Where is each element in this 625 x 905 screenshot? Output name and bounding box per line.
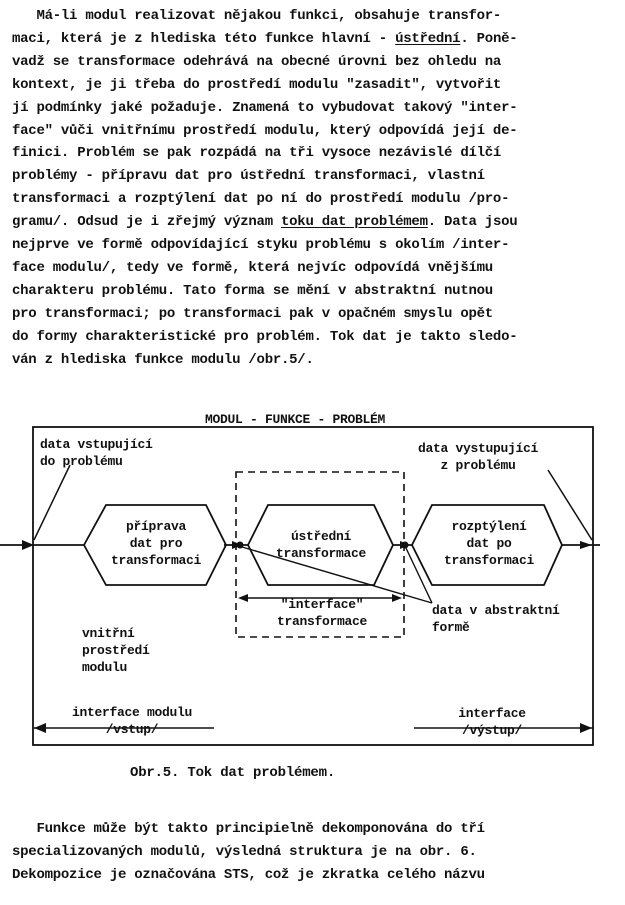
stage-preparation-label-line: dat pro — [129, 536, 183, 551]
interface-range-arrow-right — [392, 594, 402, 602]
paragraph-top-line-text: pro transformaci; po transformaci pak v opačném smyslu opět — [12, 305, 493, 322]
paragraph-top-line — [12, 234, 612, 257]
figure-caption: Obr.5. Tok dat problémem. — [130, 765, 336, 781]
paragraph-top-line-emphasis: ústřední — [395, 30, 461, 47]
paragraph-top-line-text: jí podmínky jaké požaduje. Znamená to vybudovat takový "inter- — [12, 99, 518, 116]
interface-input-arrowhead — [34, 723, 46, 733]
interface-input-label-line: interface modulu — [71, 705, 193, 720]
paragraph-top-line-text: gramu/. Odsud je i zřejmý význam — [12, 214, 281, 231]
paragraph-bottom-line — [12, 864, 612, 887]
internal-environment-label-line: modulu — [82, 660, 128, 675]
diagram-title: MODUL - FUNKCE - PROBLÉM — [205, 412, 386, 427]
stage-dispersion-label-line: dat po — [466, 536, 512, 551]
paragraph-top-line — [12, 120, 612, 143]
internal-environment-label — [82, 625, 150, 676]
paragraph-top-line-text: . Poně- — [460, 30, 518, 47]
paragraph-top-line — [12, 303, 612, 326]
output-data-label-line: z problému — [440, 458, 516, 473]
paragraph-bottom-line-text: Dekompozice je označována STS, což je zkratka celého názvu — [12, 866, 485, 883]
paragraph-top-line-text: problémy - přípravu dat pro ústřední transformaci, vlastní — [12, 168, 485, 185]
stage-dispersion-label-line: rozptýlení — [451, 519, 527, 534]
stage-central-label — [268, 528, 374, 562]
output-data-label — [418, 440, 538, 474]
paragraph-bottom — [12, 818, 612, 887]
interface-transformation-label-line: "interface" — [280, 597, 364, 612]
interface-output-label — [432, 705, 552, 739]
paragraph-top-line — [12, 74, 612, 97]
paragraph-bottom-line — [12, 841, 612, 864]
input-pointer-line — [34, 465, 70, 540]
interface-output-label-line: interface — [458, 706, 526, 721]
figure-data-flow — [0, 400, 625, 760]
interface-input-label — [52, 704, 212, 738]
paragraph-top-line — [12, 257, 612, 280]
paragraph-top-line-text: vadž se transformace odehrává na obecné úrovni bez ohledu na — [12, 53, 502, 70]
abstract-data-label-line: formě — [432, 620, 470, 635]
paragraph-top-line — [12, 211, 612, 234]
stage-dispersion-label-line: transformaci — [443, 553, 534, 568]
paragraph-top-line — [12, 28, 612, 51]
stage-dispersion-label — [434, 518, 544, 569]
paragraph-top-line — [12, 349, 612, 372]
input-data-label-line: do problému — [40, 454, 123, 469]
paragraph-top-line-text: finici. Problém se pak rozpádá na tři vysoce nezávislé dílčí — [12, 145, 502, 162]
output-arrowhead — [580, 541, 592, 549]
junction-dot-2 — [402, 542, 409, 549]
paragraph-top-line — [12, 280, 612, 303]
paragraph-top-line-text: face modulu/, tedy ve formě, která nejvíc odpovídá vnějšímu — [12, 259, 493, 276]
paragraph-top-line-emphasis: toku dat problémem — [281, 214, 428, 231]
paragraph-top-line-text: . Data jsou — [427, 214, 518, 231]
paragraph-top-line — [12, 142, 612, 165]
paragraph-top-line-text: ván z hlediska funkce modulu /obr.5/. — [12, 351, 314, 368]
paragraph-top-line-text: Má-li modul realizovat nějakou funkci, obsahuje transfor- — [12, 8, 502, 24]
interface-output-label-line: /výstup/ — [461, 723, 522, 738]
paragraph-top-line-text: maci, která je z hlediska této funkce hlavní - — [12, 30, 396, 47]
internal-environment-label-line: prostředí — [82, 643, 150, 658]
stage-preparation-label — [104, 518, 208, 569]
stage-preparation-label-line: příprava — [125, 519, 186, 534]
paragraph-bottom-line-text: Funkce může být takto principielně dekomponována do tří — [12, 821, 485, 837]
paragraph-top-line — [12, 326, 612, 349]
paragraph-bottom-line-text: specializovaných modulů, výsledná struktura je na obr. 6. — [12, 843, 477, 860]
paragraph-top-line — [12, 97, 612, 120]
stage-central-label-line: ústřední — [290, 529, 351, 544]
internal-environment-label-line: vnitřní — [82, 626, 135, 641]
abstract-data-label — [432, 602, 560, 636]
interface-output-arrowhead — [580, 723, 592, 733]
stage-central-label-line: transformace — [275, 546, 366, 561]
paragraph-top-line-text: do formy charakteristické pro problém. Tok dat je takto sledo- — [12, 328, 518, 345]
abstract-data-label-line: data v abstraktní — [432, 603, 560, 618]
interface-transformation-label-line: transformace — [276, 614, 367, 629]
paragraph-top-line-text: charakteru problému. Tato forma se mění v abstraktní nutnou — [12, 282, 493, 299]
interface-input-label-line: /vstup/ — [105, 722, 159, 737]
interface-transformation-label — [262, 596, 382, 630]
paragraph-top-line-text: nejprve ve formě odpovídající styku problému s okolím /inter- — [12, 237, 510, 254]
paragraph-top-line-text: face" vůči vnitřnímu prostředí modulu, který odpovídá její de- — [12, 122, 518, 139]
paragraph-top-line — [12, 51, 612, 74]
module-boundary — [33, 427, 593, 745]
paragraph-top-line — [12, 188, 612, 211]
paragraph-top-line — [12, 165, 612, 188]
paragraph-top-line-text: transformaci a rozptýlení dat po ní do prostředí modulu /pro- — [12, 191, 510, 208]
interface-range-arrow-left — [238, 594, 248, 602]
paragraph-top — [12, 5, 612, 372]
paragraph-bottom-line — [12, 818, 612, 841]
input-data-label — [40, 436, 153, 470]
input-data-label-line: data vstupující — [40, 437, 153, 452]
paragraph-top-line-text: kontext, je ji třeba do prostředí modulu "zasadit", vytvořit — [12, 76, 502, 93]
output-data-label-line: data vystupující — [418, 441, 539, 456]
stage-preparation-label-line: transformaci — [110, 553, 201, 568]
paragraph-top-line — [12, 5, 612, 28]
